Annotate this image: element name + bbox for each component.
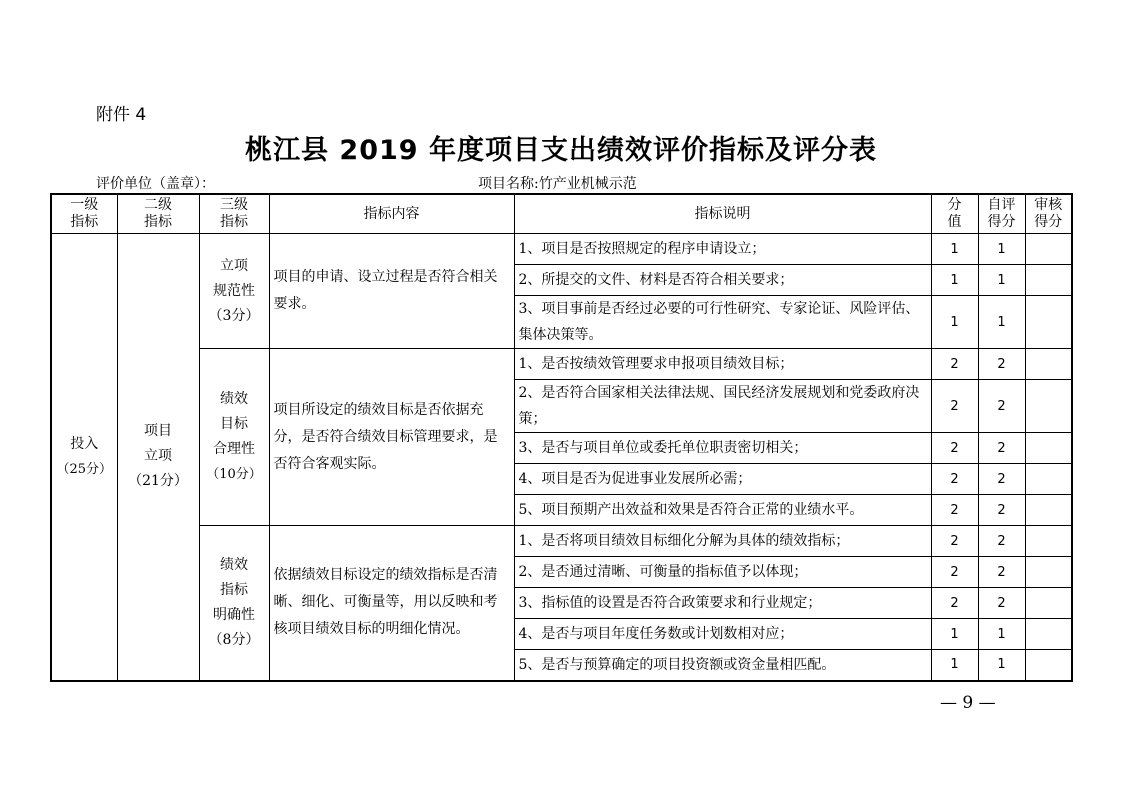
self-score-value: 2 — [978, 495, 1025, 526]
indicator-description: 2、是否通过清晰、可衡量的指标值予以体现； — [514, 557, 931, 588]
indicator-description: 1、项目是否按照规定的程序申请设立； — [514, 234, 931, 265]
header-row — [51, 194, 1072, 234]
self-score-value: 1 — [978, 619, 1025, 650]
score-value: 2 — [931, 349, 978, 380]
project-name-label: 项目名称:竹产业机械示范 — [478, 176, 637, 192]
indicator-content: 项目的申请、设立过程是否符合相关要求。 — [269, 234, 514, 349]
self-score-value: 2 — [978, 433, 1025, 464]
indicator-description: 1、是否将项目绩效目标细化分解为具体的绩效指标； — [514, 526, 931, 557]
page-title: 桃江县 2019 年度项目支出绩效评价指标及评分表 — [245, 135, 877, 166]
self-score-value: 2 — [978, 526, 1025, 557]
self-score-value: 1 — [978, 265, 1025, 296]
score-value: 1 — [931, 234, 978, 265]
indicator-description: 5、是否与预算确定的项目投资额或资金量相匹配。 — [514, 650, 931, 681]
audit-score-cell[interactable] — [1025, 296, 1072, 349]
indicator-content: 依据绩效目标设定的绩效指标是否清晰、细化、可衡量等，用以反映和考核项目绩效目标的明细化情况。 — [269, 526, 514, 681]
table-row — [51, 234, 1072, 265]
score-value: 1 — [931, 265, 978, 296]
score-value: 2 — [931, 464, 978, 495]
audit-score-cell[interactable] — [1025, 557, 1072, 588]
score-value: 2 — [931, 588, 978, 619]
audit-score-cell[interactable] — [1025, 380, 1072, 433]
indicator-description: 3、指标值的设置是否符合政策要求和行业规定； — [514, 588, 931, 619]
indicator-description: 4、项目是否为促进事业发展所必需； — [514, 464, 931, 495]
score-value: 2 — [931, 557, 978, 588]
eval-unit-label: 评价单位（盖章）： — [96, 176, 215, 192]
indicator-description: 5、项目预期产出效益和效果是否符合正常的业绩水平。 — [514, 495, 931, 526]
audit-score-cell[interactable] — [1025, 349, 1072, 380]
header-score: 分 值 — [931, 194, 978, 234]
self-score-value: 2 — [978, 464, 1025, 495]
audit-score-cell[interactable] — [1025, 588, 1072, 619]
self-score-value: 1 — [978, 650, 1025, 681]
audit-score-cell[interactable] — [1025, 234, 1072, 265]
audit-score-cell[interactable] — [1025, 433, 1072, 464]
indicator-description: 2、是否符合国家相关法律法规、国民经济发展规划和党委政府决策； — [514, 380, 931, 433]
level2-cell: 项目 立项 （21分） — [117, 234, 199, 681]
audit-score-cell[interactable] — [1025, 265, 1072, 296]
indicator-description: 3、是否与项目单位或委托单位职责密切相关； — [514, 433, 931, 464]
score-value: 2 — [931, 526, 978, 557]
score-value: 1 — [931, 650, 978, 681]
self-score-value: 2 — [978, 588, 1025, 619]
audit-score-cell[interactable] — [1025, 650, 1072, 681]
indicator-description: 3、项目事前是否经过必要的可行性研究、专家论证、风险评估、集体决策等。 — [514, 296, 931, 349]
audit-score-cell[interactable] — [1025, 526, 1072, 557]
self-score-value: 2 — [978, 349, 1025, 380]
score-table — [50, 193, 1073, 682]
self-score-value: 1 — [978, 296, 1025, 349]
attachment-label: 附件 4 — [96, 105, 147, 125]
header-self-score: 自评 得分 — [978, 194, 1025, 234]
level3-cell: 绩效 指标 明确性 （8分） — [199, 526, 269, 681]
self-score-value: 2 — [978, 557, 1025, 588]
score-value: 1 — [931, 619, 978, 650]
score-value: 2 — [931, 380, 978, 433]
page-number: — 9 — — [940, 693, 996, 713]
indicator-description: 4、是否与项目年度任务数或计划数相对应； — [514, 619, 931, 650]
audit-score-cell[interactable] — [1025, 619, 1072, 650]
level3-cell: 立项 规范性 （3分） — [199, 234, 269, 349]
audit-score-cell[interactable] — [1025, 464, 1072, 495]
header-level2: 二级 指标 — [117, 194, 199, 234]
indicator-description: 2、所提交的文件、材料是否符合相关要求； — [514, 265, 931, 296]
header-level3: 三级 指标 — [199, 194, 269, 234]
audit-score-cell[interactable] — [1025, 495, 1072, 526]
header-level1: 一级 指标 — [51, 194, 117, 234]
table-row — [51, 526, 1072, 557]
header-description: 指标说明 — [514, 194, 931, 234]
header-audit-score: 审核 得分 — [1025, 194, 1072, 234]
self-score-value: 1 — [978, 234, 1025, 265]
level3-cell: 绩效 目标 合理性 （10分） — [199, 349, 269, 526]
self-score-value: 2 — [978, 380, 1025, 433]
table-row — [51, 349, 1072, 380]
header-content: 指标内容 — [269, 194, 514, 234]
indicator-content: 项目所设定的绩效目标是否依据充分，是否符合绩效目标管理要求，是否符合客观实际。 — [269, 349, 514, 526]
level1-cell: 投入 （25分） — [51, 234, 117, 681]
score-value: 2 — [931, 495, 978, 526]
score-value: 2 — [931, 433, 978, 464]
score-value: 1 — [931, 296, 978, 349]
indicator-description: 1、是否按绩效管理要求申报项目绩效目标； — [514, 349, 931, 380]
